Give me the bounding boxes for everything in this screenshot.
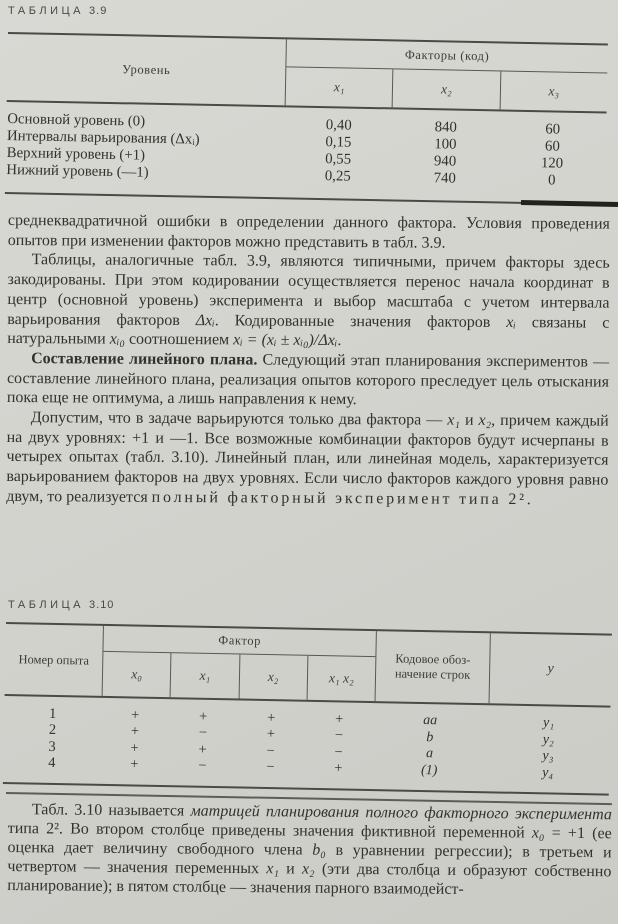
row-code-header-line1: Кодовое обоз- <box>395 651 471 667</box>
factors-group <box>286 39 608 111</box>
factor-subheaders <box>103 652 376 701</box>
bottom-text-block <box>7 800 612 900</box>
table-cell: 740 <box>433 170 457 187</box>
table-cell: + <box>130 723 140 740</box>
table-cell: 0,15 <box>325 134 352 151</box>
table-cell: 840 <box>434 119 457 136</box>
table-cell: + <box>198 741 207 758</box>
text-segment: связаны с натуральными <box>7 313 610 348</box>
table-cell: 3 <box>48 738 56 755</box>
column-header-run-number: Номер опыта <box>5 624 104 696</box>
table-cell: Верхний уровень (+1) <box>6 144 146 164</box>
table-cell: (1) <box>420 762 438 779</box>
body-text-block <box>6 211 610 510</box>
table-label-number: 3.9 <box>89 5 108 17</box>
table-cell: − <box>198 757 207 775</box>
text-segment: Δxᵢ <box>195 311 215 329</box>
text-segment: . <box>337 332 342 350</box>
column-header-row-code <box>376 631 491 703</box>
column-header-x2: x₂ <box>238 654 307 699</box>
table-cell: y₂ <box>542 732 555 748</box>
table-cell: − <box>266 759 275 776</box>
column-header-x3: x₃ <box>499 71 607 111</box>
text-segment: x₂ <box>478 411 492 429</box>
text-segment: xᵢ <box>506 313 516 331</box>
table-cell: + <box>198 708 208 725</box>
table-cell: Нижний уровень (—1) <box>6 161 149 181</box>
column-header-x1: x₁ <box>170 653 239 698</box>
table-cell: y₄ <box>542 765 554 781</box>
paragraph <box>7 250 610 352</box>
text-segment: x₀ <box>531 824 545 842</box>
column-group-header-factors: Факторы (код) <box>286 39 607 73</box>
text-segment: = +1 (ее оценка дает величину свободного члена <box>7 824 612 859</box>
table-cell: 60 <box>544 138 560 155</box>
table-3-10-label <box>8 599 114 611</box>
table-cell: 4 <box>48 755 56 772</box>
table-cell: 1 <box>48 705 57 722</box>
table-cell: + <box>130 756 139 773</box>
table-cell: 940 <box>433 153 457 170</box>
column-header-y: y <box>547 661 554 677</box>
table-3-9-header <box>7 32 608 114</box>
paragraph <box>7 800 612 900</box>
table-cell: a <box>425 746 434 762</box>
table-3-9-label <box>8 5 107 17</box>
column-header-x0: x₀ <box>131 666 143 682</box>
text-segment: xᵢ = (xᵢ ± xᵢ₀)/Δxᵢ <box>233 331 338 350</box>
text-segment: в уравнении регрессии); в третьем и четвертом — значения переменных <box>7 841 612 878</box>
column-header-level: Уровень <box>7 34 287 105</box>
table-cell: 0,25 <box>324 168 351 185</box>
table-cell: 0,40 <box>325 117 352 134</box>
column-header-x2: x₂ <box>392 69 500 109</box>
text-segment: матрицей планирования полного факторного эксперимента <box>190 802 612 824</box>
table-cell: 2 <box>48 722 57 739</box>
table-label-word: ТАБЛИЦА <box>8 599 85 611</box>
table-cell: 60 <box>545 121 561 138</box>
text-segment: x₁ <box>266 860 280 878</box>
table-cell: − <box>266 742 275 759</box>
column-header-x1: x₁ <box>333 79 345 95</box>
text-segment: x₁ <box>447 411 461 429</box>
text-segment: x₂ <box>301 860 315 878</box>
table-cell: − <box>334 727 344 744</box>
table-cell: + <box>266 709 276 726</box>
table-cell: y₁ <box>542 715 555 731</box>
column-group-header-factor: Фактор <box>103 626 375 657</box>
text-segment: полный факторный эксперимент типа 2² <box>151 488 527 509</box>
table-cell: b <box>426 729 434 745</box>
table-3-10 <box>3 622 612 796</box>
factor-subheaders <box>286 67 608 111</box>
table-cell: 120 <box>540 155 564 172</box>
text-segment: Таблицы, аналогичные табл. 3.9, являются типичными, причем факторы здесь закодированы. При этом кодировании осуществляется перенос начала координат в центр (основной уровень) эксперимента и выбор масштаба с учетом интервала варьирования факторов <box>7 251 610 329</box>
table-cell: 0 <box>547 172 556 189</box>
table-cell: y₃ <box>542 748 554 764</box>
table-3-9 <box>5 32 608 205</box>
paragraph <box>8 211 610 254</box>
text-segment: b₀ <box>312 841 326 859</box>
paragraph <box>6 408 609 510</box>
row-code-header-line2: начение строк <box>394 666 471 682</box>
text-segment: типа 2². Во втором столбце приведены значения фиктивной переменной <box>7 819 532 842</box>
text-segment: среднеквадратичной ошибки в определении данного фактора. Условия проведения опытов при изменении факторов можно представить в табл. 3.9. <box>7 211 610 252</box>
text-segment: и <box>459 411 479 429</box>
table-cell: 100 <box>434 136 457 153</box>
text-segment: , причем каждый на двух уровнях: +1 и —1. Все возможные комбинации факторов будут исчерпаны в четырех опытах (табл. 3.10). Линейный план, или линейная модель, характеризуется варьированием факторов на двух уровнях. Если число факторов каждого уровня равно двум, то реализуется <box>6 411 609 506</box>
text-segment: Следующий этап планирования экспериментов — составление линейного плана, реализация опытов которого преследует цель отыскания пока еще не оптимума, а лишь направления к нему. <box>6 351 610 409</box>
table-cell: − <box>198 724 208 742</box>
table-3-10-body <box>3 696 611 796</box>
table-cell: 0,55 <box>325 151 352 168</box>
text-segment: Табл. 3.10 называется <box>31 801 191 820</box>
text-segment: (эти два столбца и образуют собственно планирование); в пятом столбце — значения парного взаимодейст- <box>7 860 612 898</box>
table-cell: Основной уровень (0) <box>7 111 146 130</box>
table-label-number: 3.10 <box>89 599 115 611</box>
text-segment: . <box>526 491 531 509</box>
text-segment: . Кодированные значения факторов <box>214 311 507 331</box>
factor-group <box>103 626 377 701</box>
table-cell: − <box>334 744 343 761</box>
table-cell: + <box>266 726 276 743</box>
table-cell: + <box>130 740 139 757</box>
table-cell: + <box>333 760 343 777</box>
text-segment: соотношением <box>124 330 234 349</box>
paragraph <box>7 349 609 412</box>
text-segment: xᵢ₀ <box>109 330 126 348</box>
text-segment: Составление линейного плана. <box>31 350 258 369</box>
table-cell: + <box>334 711 344 728</box>
table-3-9-body <box>5 102 607 206</box>
table-label-word: ТАБЛИЦА <box>8 5 85 17</box>
table-cell: + <box>130 707 140 724</box>
table-3-10-header <box>5 622 612 708</box>
text-segment: Допустим, что в задаче варьируются только два фактора — <box>30 409 448 429</box>
table-cell: aa <box>423 713 438 729</box>
text-segment: и <box>278 860 303 878</box>
column-header-x1x2: x₁ x₂ <box>306 656 375 701</box>
table-cell: Интервалы варьирования (Δxᵢ) <box>6 128 200 148</box>
scan-artifact-line <box>521 200 618 207</box>
